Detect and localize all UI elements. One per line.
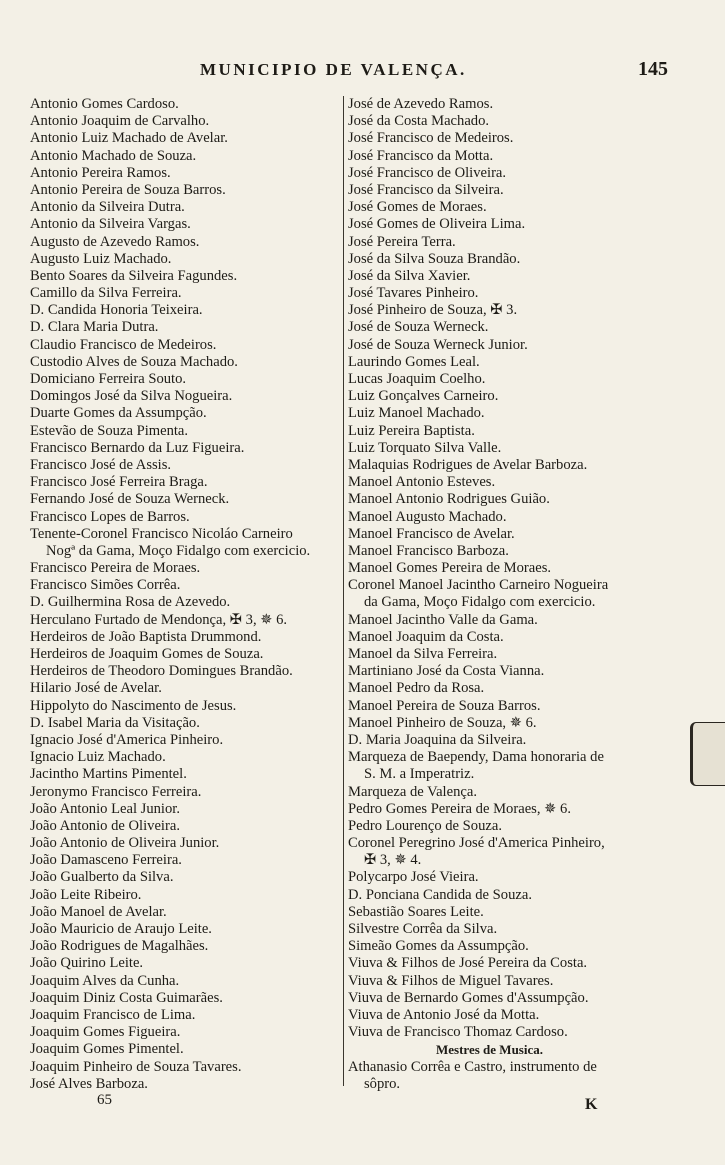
list-item: Malaquias Rodrigues de Avelar Barboza. xyxy=(348,456,588,473)
list-item: Luiz Torquato Silva Valle. xyxy=(348,439,502,456)
list-item: Augusto de Azevedo Ramos. xyxy=(30,233,200,250)
list-item: Silvestre Corrêa da Silva. xyxy=(348,921,498,937)
list-item: D. Ponciana Candida de Souza. xyxy=(348,886,532,903)
list-item: Manoel Pedro da Rosa. xyxy=(348,680,485,697)
list-item: Viuva de Antonio José da Motta. xyxy=(348,1006,540,1023)
list-item: João Mauricio de Araujo Leite. xyxy=(30,921,212,937)
list-item: Joaquim Alves da Cunha. xyxy=(30,972,180,989)
list-item: Manoel Jacintho Valle da Gama. xyxy=(348,611,538,628)
list-item: D. Clara Maria Dutra. xyxy=(30,319,159,336)
list-item: Joaquim Gomes Figueira. xyxy=(30,1024,181,1041)
list-item: Laurindo Gomes Leal. xyxy=(348,353,480,370)
list-item: José Francisco da Motta. xyxy=(348,147,494,164)
list-item: Claudio Francisco de Medeiros. xyxy=(30,336,217,353)
list-item: Nogª da Gama, Moço Fidalgo com exercicio. xyxy=(46,542,311,559)
list-item: Antonio Luiz Machado de Avelar. xyxy=(30,130,228,147)
list-item: Pedro Gomes Pereira de Moraes, ✵ 6. xyxy=(348,800,571,817)
list-item: Manoel Augusto Machado. xyxy=(348,508,507,525)
list-item: Lucas Joaquim Coelho. xyxy=(348,371,486,387)
list-item: S. M. a Imperatriz. xyxy=(364,766,475,783)
list-item: José de Souza Werneck Junior. xyxy=(348,336,528,353)
list-item: Joaquim Diniz Costa Guimarães. xyxy=(30,989,223,1006)
list-item: Bento Soares da Silveira Fagundes. xyxy=(30,267,238,284)
list-item: Martiniano José da Costa Vianna. xyxy=(348,663,545,680)
list-item: Fernando José de Souza Werneck. xyxy=(30,491,230,508)
list-item: Herculano Furtado de Mendonça, ✠ 3, ✵ 6. xyxy=(30,611,288,628)
list-item: Herdeiros de Theodoro Domingues Brandão. xyxy=(30,663,293,680)
left-column xyxy=(30,96,342,1093)
list-item: D. Guilhermina Rosa de Azevedo. xyxy=(30,594,231,611)
list-item: José da Silva Xavier. xyxy=(348,267,471,284)
list-item: Antonio Machado de Souza. xyxy=(30,147,197,164)
sheet-mark: K xyxy=(585,1096,598,1113)
page-header xyxy=(0,58,725,88)
list-item: Polycarpo José Vieira. xyxy=(348,869,479,886)
list-item: João Manoel de Avelar. xyxy=(30,903,167,920)
list-item: Herdeiros de Joaquim Gomes de Souza. xyxy=(30,646,264,662)
list-item: Pedro Lourenço de Souza. xyxy=(348,817,502,834)
list-item: João Rodrigues de Magalhães. xyxy=(30,938,209,955)
list-item: Antonio Gomes Cardoso. xyxy=(30,96,179,112)
list-item: Joaquim Pinheiro de Souza Tavares. xyxy=(30,1058,242,1075)
list-item: José Tavares Pinheiro. xyxy=(348,285,479,302)
list-item: Joaquim Francisco de Lima. xyxy=(30,1006,196,1023)
list-item: João Antonio Leal Junior. xyxy=(30,800,180,817)
list-item: Luiz Manoel Machado. xyxy=(348,405,485,422)
list-item: José de Souza Werneck. xyxy=(348,319,489,336)
list-item: Francisco José Ferreira Braga. xyxy=(30,474,208,491)
list-item: Manoel Pinheiro de Souza, ✵ 6. xyxy=(348,714,537,731)
list-item: Joaquim Gomes Pimentel. xyxy=(30,1041,184,1058)
list-item: José Alves Barboza. xyxy=(30,1075,148,1092)
list-item: Manoel Francisco de Avelar. xyxy=(348,525,515,542)
list-item: Manoel Joaquim da Costa. xyxy=(348,628,504,645)
list-item: Antonio Pereira Ramos. xyxy=(30,164,171,181)
list-item: José Francisco de Oliveira. xyxy=(348,164,507,181)
list-item: Luiz Gonçalves Carneiro. xyxy=(348,388,499,405)
list-item: José Gomes de Moraes. xyxy=(348,199,487,216)
list-item: Francisco Pereira de Moraes. xyxy=(30,560,201,577)
list-item: Marqueza de Baependy, Dama honoraria de xyxy=(348,749,604,766)
list-item: Jacintho Martins Pimentel. xyxy=(30,766,187,783)
list-item: José Pereira Terra. xyxy=(348,233,456,250)
list-item: Duarte Gomes da Assumpção. xyxy=(30,405,207,422)
list-item: Manoel da Silva Ferreira. xyxy=(348,646,498,662)
list-item: Coronel Peregrino José d'America Pinheiro, xyxy=(348,835,605,852)
list-item: Custodio Alves de Souza Machado. xyxy=(30,353,238,370)
list-item: Viuva de Bernardo Gomes d'Assumpção. xyxy=(348,989,589,1006)
list-item: Coronel Manoel Jacintho Carneiro Nogueira xyxy=(348,577,609,594)
list-item: Manoel Francisco Barboza. xyxy=(348,542,509,559)
list-item: Tenente-Coronel Francisco Nicoláo Carneiro xyxy=(30,525,293,542)
list-item: Manoel Gomes Pereira de Moraes. xyxy=(348,560,552,577)
list-item: Antonio Pereira de Souza Barros. xyxy=(30,181,226,198)
list-item: Antonio da Silveira Dutra. xyxy=(30,199,185,216)
list-item: José da Silva Souza Brandão. xyxy=(348,250,521,267)
list-item: Viuva de Francisco Thomaz Cardoso. xyxy=(348,1024,568,1041)
list-item: João Antonio de Oliveira Junior. xyxy=(30,835,220,852)
list-item: da Gama, Moço Fidalgo com exercicio. xyxy=(364,594,596,611)
list-item: João Gualberto da Silva. xyxy=(30,869,174,886)
list-item: sôpro. xyxy=(364,1075,401,1092)
list-item: Herdeiros de João Baptista Drummond. xyxy=(30,628,262,645)
list-item: Hilario José de Avelar. xyxy=(30,680,162,697)
list-item: ✠ 3, ✵ 4. xyxy=(364,852,422,869)
list-item: Manoel Pereira de Souza Barros. xyxy=(348,697,541,714)
list-item: João Damasceno Ferreira. xyxy=(30,852,182,869)
list-item: Ignacio José d'America Pinheiro. xyxy=(30,731,224,748)
list-item: Sebastião Soares Leite. xyxy=(348,903,484,920)
list-item: Francisco Lopes de Barros. xyxy=(30,508,190,525)
list-item: João Quirino Leite. xyxy=(30,955,144,972)
list-item: Antonio Joaquim de Carvalho. xyxy=(30,113,210,130)
list-item: José de Azevedo Ramos. xyxy=(348,96,494,112)
list-item: Antonio da Silveira Vargas. xyxy=(30,216,191,233)
list-item: Jeronymo Francisco Ferreira. xyxy=(30,783,202,800)
list-item: Ignacio Luiz Machado. xyxy=(30,749,166,766)
list-item: D. Maria Joaquina da Silveira. xyxy=(348,731,527,748)
list-item: Viuva & Filhos de José Pereira da Costa. xyxy=(348,955,588,972)
list-item: Viuva & Filhos de Miguel Tavares. xyxy=(348,972,554,989)
list-item: João Leite Ribeiro. xyxy=(30,886,142,903)
list-item: D. Candida Honoria Teixeira. xyxy=(30,302,203,319)
right-column xyxy=(348,96,670,1093)
list-item: Camillo da Silva Ferreira. xyxy=(30,285,182,302)
signature-mark: 65 xyxy=(97,1092,112,1108)
list-item: João Antonio de Oliveira. xyxy=(30,817,180,834)
list-item: Marqueza de Valença. xyxy=(348,783,477,800)
page-edge-tab xyxy=(690,722,725,786)
page-title: MUNICIPIO DE VALENÇA. xyxy=(200,60,467,79)
section-heading: Mestres de Musica. xyxy=(436,1042,543,1058)
list-item: José da Costa Machado. xyxy=(348,113,490,130)
list-item: Domingos José da Silva Nogueira. xyxy=(30,388,233,405)
list-item: Manoel Antonio Rodrigues Guião. xyxy=(348,491,550,508)
list-item: Francisco Bernardo da Luz Figueira. xyxy=(30,439,245,456)
list-item: Domiciano Ferreira Souto. xyxy=(30,371,187,387)
list-item: Athanasio Corrêa e Castro, instrumento de xyxy=(348,1058,597,1075)
list-item: Luiz Pereira Baptista. xyxy=(348,422,475,439)
list-item: José Pinheiro de Souza, ✠ 3. xyxy=(348,302,518,319)
list-item: José Gomes de Oliveira Lima. xyxy=(348,216,526,233)
list-item: Augusto Luiz Machado. xyxy=(30,250,172,267)
list-item: José Francisco da Silveira. xyxy=(348,181,504,198)
list-item: D. Isabel Maria da Visitação. xyxy=(30,714,200,731)
list-item: José Francisco de Medeiros. xyxy=(348,130,514,147)
list-item: Hippolyto do Nascimento de Jesus. xyxy=(30,697,237,714)
list-item: Simeão Gomes da Assumpção. xyxy=(348,938,529,955)
list-item: Manoel Antonio Esteves. xyxy=(348,474,496,491)
list-item: Estevão de Souza Pimenta. xyxy=(30,422,189,439)
column-divider xyxy=(343,96,344,1086)
list-item: Francisco José de Assis. xyxy=(30,456,172,473)
page-number: 145 xyxy=(638,58,668,80)
list-item: Francisco Simões Corrêa. xyxy=(30,577,181,594)
